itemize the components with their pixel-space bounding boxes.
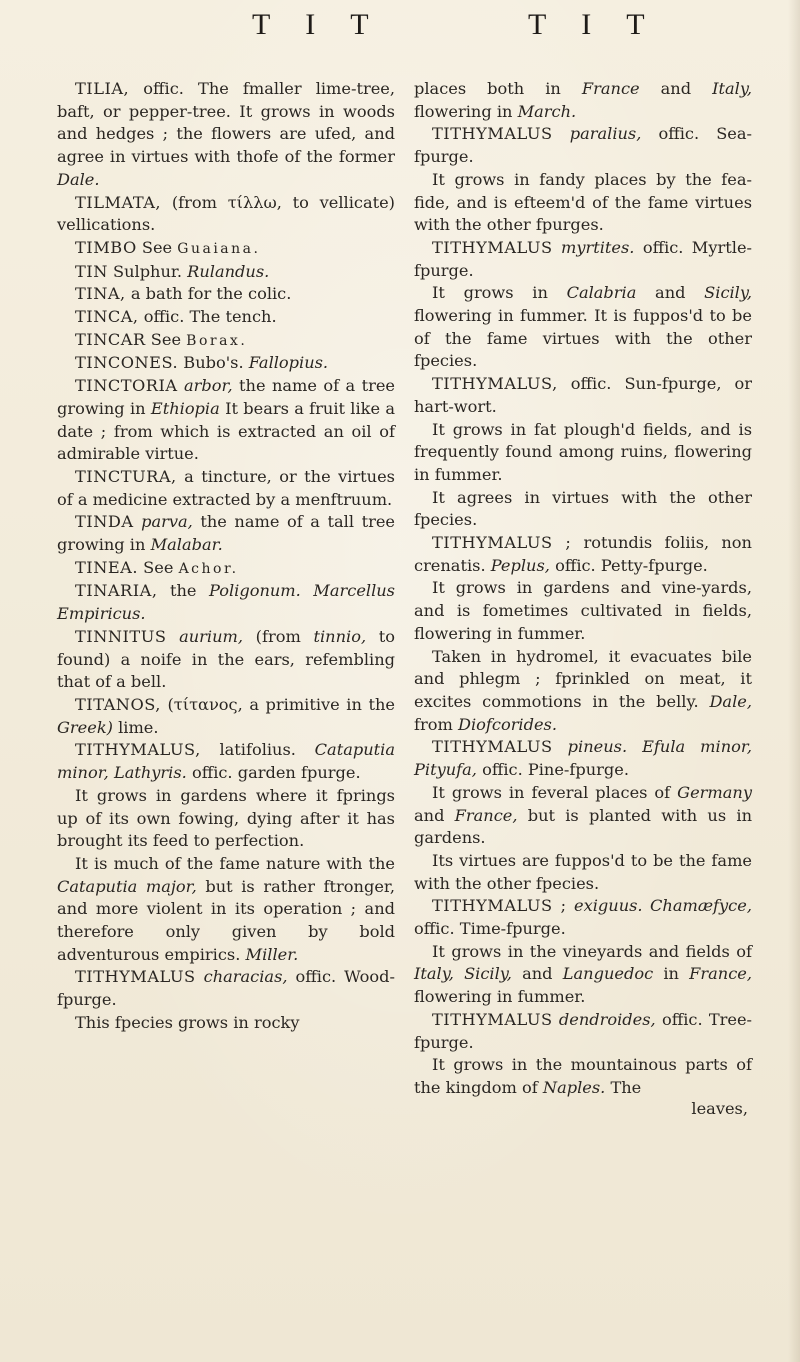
entry-text: (from τίλλω, to vellicate) vellications.: [57, 192, 395, 235]
headword: TITANOS,: [75, 694, 161, 714]
cross-reference: Achor.: [178, 560, 239, 577]
headword-qualifier: arbor,: [177, 376, 233, 396]
entry-authority: Miller.: [245, 944, 299, 964]
entry: [57, 739, 395, 784]
place-name: Ethiopia: [150, 398, 220, 418]
entry-paragraph: [57, 1012, 395, 1035]
headword: TITHYMALUS: [432, 1009, 553, 1029]
entry-text: It grows in the mountainous parts of the kingdom of: [414, 1055, 752, 1097]
place-name: France,: [454, 805, 518, 825]
entry-paragraph: [414, 646, 752, 737]
entry-text: It grows in: [432, 283, 567, 303]
entry: [414, 532, 752, 577]
entry-authority: Diofcorides.: [457, 714, 557, 734]
place-name: Naples.: [542, 1077, 606, 1097]
entry-text: offic. Wood-fpurge.: [57, 967, 395, 1010]
entry-text: It is much of the fame nature with the: [75, 853, 395, 873]
entry-authority: Dale.: [57, 169, 100, 189]
synonyms: Cataputia minor, Lathyris.: [57, 740, 395, 783]
entry-text: offic. Petty-fpurge.: [549, 555, 708, 575]
headword: TINNITUS: [75, 626, 167, 646]
entry: [57, 352, 395, 375]
right-column: [414, 78, 752, 1137]
headword: TINA,: [75, 284, 126, 304]
entry: [57, 466, 395, 511]
place-name: Calabria: [566, 283, 637, 303]
entry-text: flowering in: [414, 101, 518, 121]
headword: TILIA,: [75, 79, 130, 98]
entry-paragraph: [414, 419, 752, 487]
entry-text: offic. Sea-fpurge.: [414, 124, 753, 167]
page-edge-shadow: [788, 0, 800, 1362]
entry-text: See: [138, 557, 179, 577]
headword: TIN: [75, 261, 108, 281]
entry: [57, 237, 395, 261]
cross-reference: Borax.: [186, 332, 248, 349]
entry-paragraph: [57, 853, 395, 967]
headword: TINDA: [75, 512, 134, 532]
headword: TINARIA,: [75, 581, 158, 601]
entry: [57, 78, 395, 192]
running-head: [0, 8, 800, 68]
headword: TINCONES.: [75, 353, 179, 373]
entry-paragraph: [414, 941, 752, 1009]
entry-text: from: [414, 714, 458, 734]
entry-text: It grows in feveral places of: [432, 782, 678, 802]
headword: TITHYMALUS ;: [432, 896, 567, 916]
entry-text: and: [636, 283, 705, 303]
entry-paragraph: [414, 850, 752, 895]
entry-paragraph: [414, 577, 752, 645]
entry-authority: Rulandus.: [187, 261, 270, 281]
running-head-left: T I T: [252, 8, 383, 41]
italic-term: March.: [517, 101, 577, 121]
entry-text: places both in: [414, 79, 582, 98]
entry-text: the name of a tall tree growing in: [57, 512, 395, 555]
entry-paragraph: [414, 169, 752, 237]
entry: [414, 736, 752, 781]
entry-authority: Fallopius.: [248, 353, 329, 373]
entry: [414, 1009, 752, 1054]
entry: [57, 192, 395, 237]
entry-text: It grows in gardens where it fprings up of its own fowing, dying after it has brought its feed to perfection.: [57, 785, 395, 851]
entry-text: It grows in fandy places by the fea-fide, and is efteem'd of the fame virtues with the other fpurges.: [414, 169, 752, 235]
entry-paragraph: [414, 1054, 752, 1099]
entry: [57, 329, 395, 353]
entry: [57, 283, 395, 306]
entry: [57, 375, 395, 466]
entry-text: This fpecies grows in rocky: [75, 1012, 300, 1032]
entry-paragraph: [57, 785, 395, 853]
place-name: Sicily,: [704, 283, 752, 303]
headword-qualifier: parva,: [133, 512, 193, 532]
headword: TINCTORIA: [75, 376, 178, 396]
entry-text: Taken in hydromel, it evacuates bile and phlegm ; fprinkled on meat, it excites commotions in the belly.: [414, 646, 752, 711]
entry-text: See: [136, 237, 178, 257]
entry-text: a bath for the colic.: [125, 284, 292, 304]
entry-text: It grows in the vineyards and fields of: [432, 941, 752, 961]
headword: TIMBO: [75, 237, 137, 257]
place-name: Italy,: [712, 79, 752, 98]
entry: [414, 123, 752, 168]
entry-paragraph: [414, 282, 752, 373]
entry-authority: Poligonum. Marcellus Empiricus.: [57, 581, 395, 624]
headword: TITHYMALUS: [432, 124, 553, 144]
entry: [57, 306, 395, 329]
entry: [57, 261, 395, 284]
entry-text: (τίτανος, a primitive in the: [160, 694, 395, 714]
headword-qualifier: myrtites.: [552, 237, 635, 257]
catchword: leaves,: [691, 1098, 748, 1118]
entry-text: offic. Sun-fpurge, or hart-wort.: [414, 374, 752, 416]
headword: TINCTURA,: [75, 466, 177, 486]
entry-text: latifolius.: [200, 740, 315, 760]
entry-text: offic. The fmaller lime-tree, baft, or pepper-tree. It grows in woods and hedges ; the flowers are ufed, and agree in virtues with thofe of the former: [57, 79, 395, 167]
entry-text: offic. Time-fpurge.: [414, 919, 566, 939]
entry-text: flowering in fummer.: [414, 987, 586, 1007]
entry: [414, 237, 752, 282]
italic-term: Greek): [57, 717, 113, 737]
entry-text: but is planted with us in gardens.: [414, 805, 752, 848]
running-head-right: T I T: [528, 8, 659, 41]
entry: [414, 895, 752, 940]
entry: [57, 557, 395, 581]
entry-text: offic. Myrtle-fpurge.: [414, 237, 752, 280]
entry-text: the name of a tree growing in: [57, 376, 395, 418]
entry-text: and: [414, 805, 455, 825]
entry-text: The: [605, 1077, 642, 1097]
italic-term: Dale,: [709, 691, 752, 711]
entry-text: See: [145, 329, 187, 349]
entry-text: (from: [243, 626, 314, 646]
entry-text: rotundis foliis, non crenatis.: [414, 533, 752, 575]
entry-text: offic. Pine-fpurge.: [476, 760, 630, 780]
cross-reference: Guaiana.: [177, 240, 261, 257]
place-name: Malabar.: [150, 535, 223, 555]
headword-qualifier: pineus. Efula minor, Pityufa,: [414, 737, 752, 780]
headword: TILMATA,: [75, 192, 162, 212]
entry: [57, 626, 395, 694]
entry-text: to found) a noife in the ears, refembling that of a bell.: [57, 626, 395, 692]
entry-paragraph: [414, 78, 752, 123]
headword: TITHYMALUS,: [432, 374, 558, 394]
entry: [57, 694, 395, 739]
headword: TINCAR: [75, 329, 146, 349]
headword: TITHYMALUS ;: [432, 533, 572, 553]
headword-qualifier: aurium,: [166, 626, 244, 646]
entry-text: It bears a fruit like a date ; from which is extracted an oil of admirable virtue.: [57, 398, 396, 464]
entry-text: and: [511, 964, 563, 984]
headword: TITHYMALUS: [432, 737, 553, 757]
headword-qualifier: paralius,: [552, 124, 642, 144]
left-column: [57, 78, 395, 1035]
entry-text: the: [157, 581, 209, 601]
entry: [57, 511, 395, 556]
entry-paragraph: [414, 782, 752, 850]
headword-qualifier: characias,: [195, 967, 288, 987]
entry-text: Its virtues are fuppos'd to be the fame with the other fpecies.: [414, 850, 752, 893]
headword: TITHYMALUS,: [75, 740, 201, 760]
place-name: France: [581, 79, 640, 98]
place-name: Italy, Sicily,: [414, 964, 512, 984]
entry-text: in: [653, 964, 690, 984]
entry-text: offic. garden fpurge.: [186, 763, 361, 783]
italic-term: Peplus,: [490, 555, 550, 575]
headword-qualifier: dendroides,: [552, 1009, 656, 1029]
headword: TINEA.: [75, 557, 139, 577]
headword: TITHYMALUS: [432, 237, 553, 257]
headword-qualifier: exiguus. Chamæfyce,: [566, 896, 752, 916]
entry-text: and: [639, 79, 713, 98]
place-name: Germany: [677, 782, 752, 802]
headword: TINCA,: [75, 307, 139, 327]
entry: [57, 966, 395, 1011]
entry-text: It agrees in virtues with the other fpecies.: [414, 487, 752, 530]
entry-paragraph: [414, 487, 752, 532]
italic-term: tinnio,: [313, 626, 367, 646]
entry-text: Bubo's.: [178, 353, 249, 373]
headword: TITHYMALUS: [75, 967, 196, 987]
entry-text: a tincture, or the virtues of a medicine extracted by a menftruum.: [57, 466, 395, 509]
entry-text: Sulphur.: [107, 261, 188, 281]
entry: [414, 373, 752, 418]
entry-text: lime.: [112, 717, 159, 737]
entry-text: It grows in fat plough'd fields, and is frequently found among ruins, flowering in fummer.: [414, 419, 752, 484]
entry-text: offic. Tree-fpurge.: [414, 1009, 753, 1052]
italic-term: Cataputia major,: [57, 876, 197, 896]
place-name: Languedoc: [562, 964, 654, 984]
entry-text: flowering in fummer. It is fuppos'd to be of the fame virtues with the other fpecies.: [414, 306, 752, 371]
entry-text: but is rather ftronger, and more violent in its operation ; and therefore only given by bold adventurous empirics.: [57, 876, 396, 964]
place-name: France,: [689, 964, 752, 984]
entry-text: offic. The tench.: [138, 307, 277, 327]
entry-text: It grows in gardens and vine-yards, and is fometimes cultivated in fields, flowering in fummer.: [414, 578, 752, 643]
entry: [57, 580, 395, 625]
